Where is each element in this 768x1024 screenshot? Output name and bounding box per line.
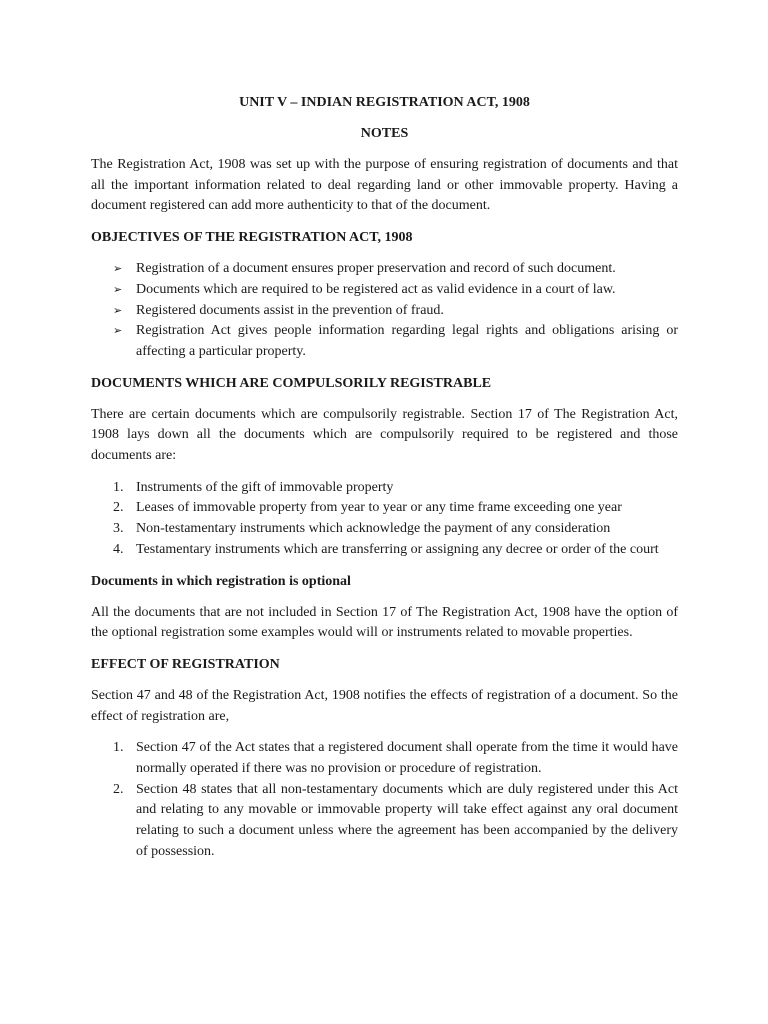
effect-paragraph: Section 47 and 48 of the Registration Act, 1908 notifies the effects of registration of a document. So the effect of registration are, (91, 687, 678, 724)
list-item (91, 498, 678, 519)
document-page (91, 93, 678, 874)
optional-paragraph: All the documents that are not included in Section 17 of The Registration Act, 1908 have the option of the optional registration some examples would will or instruments related to movable properties. (91, 604, 678, 641)
list-item-text: Registration Act gives people information regarding legal rights and obligations arising or affecting a particular property. (136, 323, 678, 359)
page-title: UNIT V – INDIAN REGISTRATION ACT, 1908 (239, 95, 530, 110)
objectives-heading: OBJECTIVES OF THE REGISTRATION ACT, 1908 (91, 230, 413, 246)
effect-heading: EFFECT OF REGISTRATION (91, 656, 280, 672)
arrow-bullet-icon: ➢ (113, 324, 123, 338)
list-number: 1. (113, 479, 124, 495)
list-item (91, 321, 678, 362)
list-item-text: Registered documents assist in the prevention of fraud. (136, 302, 444, 318)
arrow-bullet-icon: ➢ (113, 262, 123, 276)
list-item (91, 540, 678, 561)
optional-heading: Documents in which registration is optional (91, 573, 351, 589)
page-subtitle: NOTES (360, 126, 409, 141)
compulsory-list (91, 478, 678, 561)
list-item (91, 780, 678, 863)
list-item (91, 259, 678, 280)
list-number: 2. (113, 500, 124, 516)
list-number: 1. (113, 740, 124, 756)
arrow-bullet-icon: ➢ (113, 282, 123, 296)
list-item-text: Non-testamentary instruments which acknowledge the payment of any consideration (136, 521, 611, 537)
list-item-text: Documents which are required to be registered act as valid evidence in a court of law. (136, 281, 616, 297)
list-item-text: Section 48 states that all non-testamentary documents which are duly registered under this Act and relating to any movable or immovable property will take effect against any oral document relating to such a document unless where the agreement has been accompanied by the delivery of possession. (136, 781, 678, 859)
compulsory-heading: DOCUMENTS WHICH ARE COMPULSORILY REGISTRABLE (91, 375, 492, 391)
arrow-bullet-icon: ➢ (113, 303, 123, 317)
objectives-list (91, 259, 678, 363)
list-number: 3. (113, 521, 124, 537)
list-item (91, 519, 678, 540)
effect-list (91, 738, 678, 862)
list-number: 2. (113, 781, 124, 797)
list-item (91, 478, 678, 499)
list-item-text: Leases of immovable property from year to year or any time frame exceeding one year (136, 500, 622, 516)
list-item-text: Instruments of the gift of immovable property (136, 479, 394, 495)
list-number: 4. (113, 541, 124, 557)
list-item-text: Registration of a document ensures proper preservation and record of such document. (136, 261, 616, 277)
list-item (91, 301, 678, 322)
compulsory-paragraph: There are certain documents which are compulsorily registrable. Section 17 of The Registration Act, 1908 lays down all the documents which are compulsorily required to be registered and those documents are: (91, 406, 678, 464)
list-item-text: Section 47 of the Act states that a registered document shall operate from the time it would have normally operated if there was no provision or procedure of registration. (136, 740, 678, 777)
list-item (91, 738, 678, 779)
list-item-text: Testamentary instruments which are transferring or assigning any decree or order of the court (136, 541, 659, 557)
list-item (91, 280, 678, 301)
intro-paragraph: The Registration Act, 1908 was set up with the purpose of ensuring registration of documents and that all the important information related to deal regarding land or other immovable property. Having a document registered can add more authenticity to that of the document. (91, 157, 678, 214)
